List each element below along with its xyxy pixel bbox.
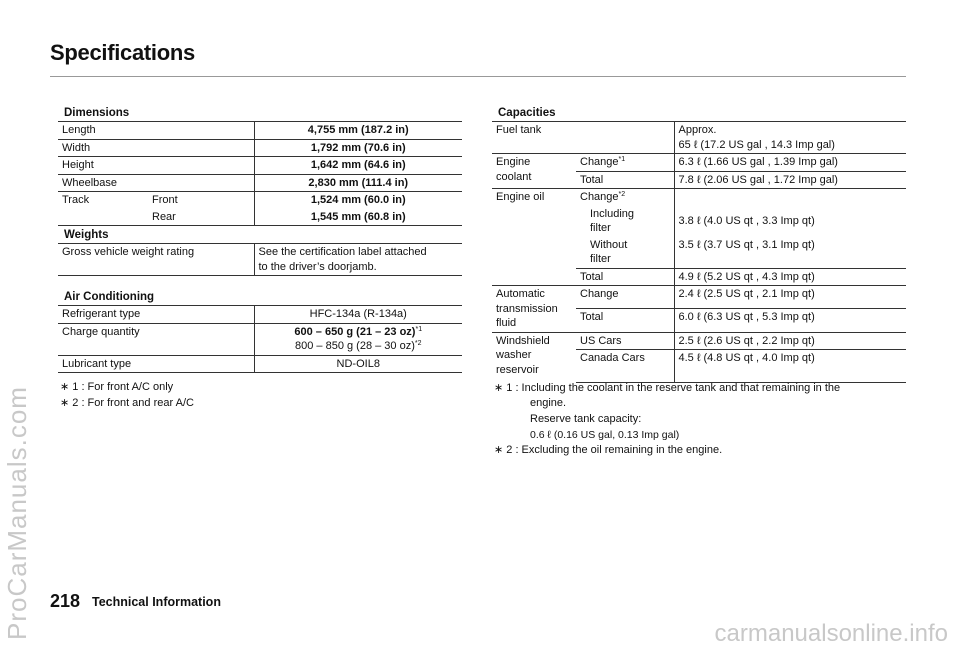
lubricant-value: ND-OIL8 xyxy=(254,355,462,373)
track-rear-label: Rear xyxy=(142,209,254,226)
charge-front-value: 600 – 650 g (21 – 23 oz) xyxy=(294,325,416,338)
table-row xyxy=(58,139,462,157)
table-row xyxy=(492,332,906,350)
washer-label-line: Windshield xyxy=(496,334,550,347)
footnote-mark: *2 xyxy=(414,340,422,347)
dimension-value: 1,792 mm (70.6 in) xyxy=(254,139,462,157)
table-row xyxy=(492,286,906,309)
dimension-label: Height xyxy=(58,157,254,175)
watermark-bottom: carmanualsonline.info xyxy=(714,620,948,647)
refrigerant-value: HFC-134a (R-134a) xyxy=(254,306,462,324)
lubricant-label: Lubricant type xyxy=(58,355,254,373)
oil-total-label: Total xyxy=(576,268,674,286)
oil-without-filter-label xyxy=(576,237,674,269)
fuel-tank-value xyxy=(674,122,906,154)
washer-canada-value: 4.5 ℓ (4.8 US qt , 4.0 Imp qt) xyxy=(674,350,906,383)
dimension-value: 1,642 mm (64.6 in) xyxy=(254,157,462,175)
title-divider xyxy=(50,76,906,77)
table-row xyxy=(58,192,462,209)
dimension-value: 2,830 mm (111.4 in) xyxy=(254,174,462,192)
oil-without-filter-label-line: filter xyxy=(590,253,611,265)
weights-table xyxy=(58,243,462,276)
coolant-label-line: coolant xyxy=(496,170,532,183)
coolant-label xyxy=(492,154,576,189)
capacities-footnote-2: ∗ 2 : Excluding the oil remaining in the engine. xyxy=(494,444,723,456)
fuel-tank-value-line: 65 ℓ (17.2 US gal , 14.3 Imp gal) xyxy=(678,138,835,151)
capacities-heading: Capacities xyxy=(498,107,556,119)
washer-us-label: US Cars xyxy=(576,332,674,350)
transmission-label-line: transmission xyxy=(496,302,558,315)
coolant-total-value: 7.8 ℓ (2.06 US gal , 1.72 Imp gal) xyxy=(674,171,906,189)
page-title: Specifications xyxy=(50,40,195,65)
capacities-footnote-1-cont: Reserve tank capacity: xyxy=(530,413,642,425)
oil-incl-filter-label xyxy=(576,206,674,237)
track-label: Track xyxy=(58,192,142,209)
oil-incl-filter-label-line: Including xyxy=(590,207,635,220)
table-row xyxy=(58,306,462,324)
coolant-total-label: Total xyxy=(576,171,674,189)
table-row xyxy=(58,355,462,373)
watermark-left: ProCarManuals.com xyxy=(2,386,32,640)
ac-footnote: ∗ 1 : For front A/C only xyxy=(60,381,174,393)
washer-label-line: reservoir xyxy=(496,363,539,376)
gvwr-label: Gross vehicle weight rating xyxy=(58,244,254,276)
track-front-label: Front xyxy=(142,192,254,209)
dimensions-table xyxy=(58,121,462,226)
transmission-total-label: Total xyxy=(576,309,674,332)
fuel-tank-label: Fuel tank xyxy=(492,122,674,154)
table-row xyxy=(58,244,462,276)
refrigerant-label: Refrigerant type xyxy=(58,306,254,324)
oil-total-value: 4.9 ℓ (5.2 US qt , 4.3 Imp qt) xyxy=(674,268,906,286)
oil-incl-filter-value: 3.8 ℓ (4.0 US qt , 3.3 Imp qt) xyxy=(674,206,906,237)
page-number: 218 xyxy=(50,591,81,611)
track-front-value: 1,524 mm (60.0 in) xyxy=(254,192,462,209)
capacities-footnote-1-cont: 0.6 ℓ (0.16 US gal, 0.13 Imp gal) xyxy=(530,429,680,441)
dimension-label: Length xyxy=(58,122,254,140)
coolant-change-value: 6.3 ℓ (1.66 US gal , 1.39 Imp gal) xyxy=(674,154,906,172)
table-row xyxy=(492,189,906,206)
charge-label: Charge quantity xyxy=(58,323,254,355)
washer-canada-label: Canada Cars xyxy=(576,350,674,383)
table-row xyxy=(492,154,906,172)
track-rear-value: 1,545 mm (60.8 in) xyxy=(254,209,462,226)
footnote-mark: *1 xyxy=(415,325,423,333)
dimension-label: Wheelbase xyxy=(58,174,254,192)
gvwr-value-line: to the driver’s doorjamb. xyxy=(258,260,377,273)
footer-section-title: Technical Information xyxy=(92,595,221,609)
ac-footnote: ∗ 2 : For front and rear A/C xyxy=(60,397,194,409)
table-row xyxy=(492,122,906,154)
table-row xyxy=(58,122,462,140)
ac-heading: Air Conditioning xyxy=(64,291,155,303)
transmission-change-value: 2.4 ℓ (2.5 US qt , 2.1 Imp qt) xyxy=(674,286,906,309)
engine-oil-label: Engine oil xyxy=(492,189,576,286)
footnote-mark: *1 xyxy=(618,156,626,163)
oil-without-filter-value: 3.5 ℓ (3.7 US qt , 3.1 Imp qt) xyxy=(674,237,906,269)
gvwr-value-line: See the certification label attached xyxy=(258,246,427,258)
oil-without-filter-label-line: Without xyxy=(590,238,628,251)
washer-label-line: washer xyxy=(496,349,532,361)
ac-table xyxy=(58,305,462,373)
oil-change-label: Change xyxy=(580,191,619,203)
table-row xyxy=(58,209,462,226)
oil-incl-filter-label-line: filter xyxy=(590,222,611,234)
capacities-footnote-1: ∗ 1 : Including the coolant in the reserve tank and that remaining in the xyxy=(494,382,841,394)
table-row xyxy=(58,174,462,192)
dimension-label: Width xyxy=(58,139,254,157)
dimension-value: 4,755 mm (187.2 in) xyxy=(254,122,462,140)
coolant-label-line: Engine xyxy=(496,156,531,168)
fuel-tank-value-line: Approx. xyxy=(678,124,717,136)
transmission-label-line: Automatic xyxy=(496,288,545,300)
capacities-table xyxy=(492,121,906,383)
transmission-change-label: Change xyxy=(576,286,674,309)
charge-rear-value: 800 – 850 g (28 – 30 oz) xyxy=(295,340,415,352)
washer-label xyxy=(492,332,576,383)
washer-us-value: 2.5 ℓ (2.6 US qt , 2.2 Imp qt) xyxy=(674,332,906,350)
table-row xyxy=(58,323,462,355)
footnote-mark: *2 xyxy=(618,191,626,198)
transmission-label xyxy=(492,286,576,333)
transmission-label-line: fluid xyxy=(496,317,517,329)
coolant-change-label: Change xyxy=(580,156,619,168)
charge-value xyxy=(254,323,462,355)
table-row xyxy=(58,157,462,175)
transmission-total-value: 6.0 ℓ (6.3 US qt , 5.3 Imp qt) xyxy=(674,309,906,332)
dimensions-heading: Dimensions xyxy=(64,107,130,119)
weights-heading: Weights xyxy=(64,229,109,241)
gvwr-value xyxy=(254,244,462,276)
capacities-footnote-1-cont: engine. xyxy=(530,397,567,409)
